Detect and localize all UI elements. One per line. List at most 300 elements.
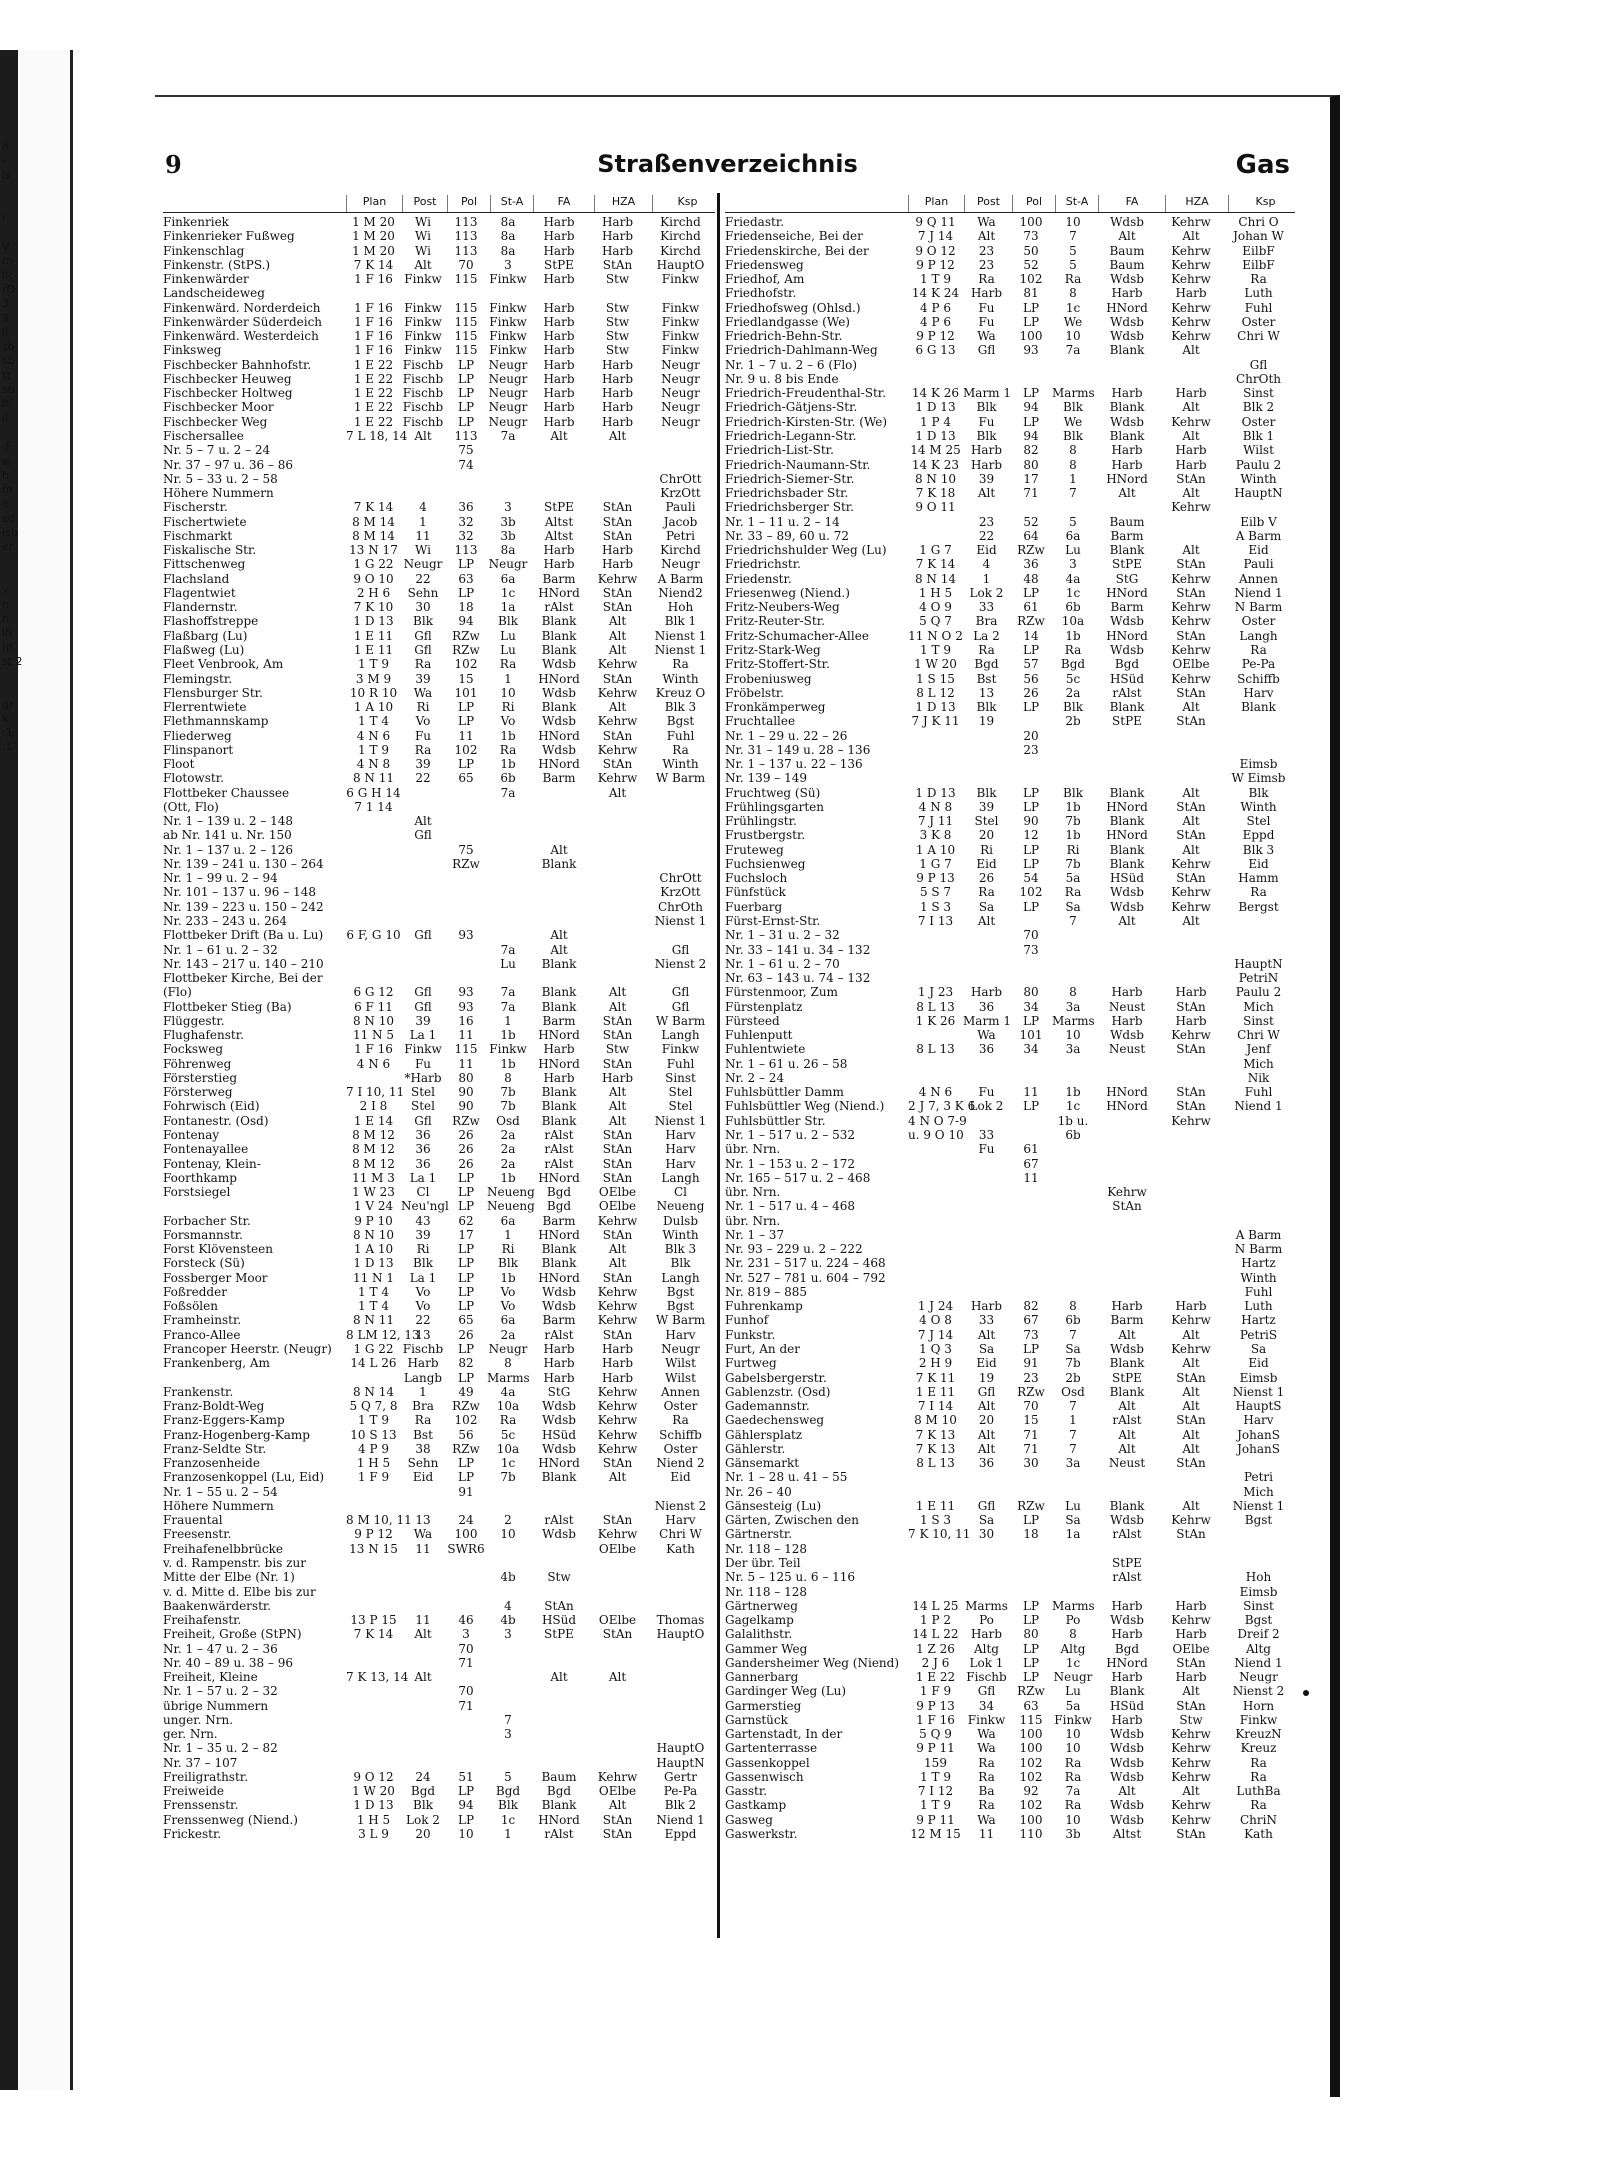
hza-cell <box>589 1642 646 1656</box>
street-row <box>163 586 715 600</box>
pol-cell: LP <box>1022 785 1040 800</box>
post-cell: 43 <box>415 1213 431 1228</box>
fa-cell <box>529 1713 589 1727</box>
sta-cell: 7a <box>500 999 516 1014</box>
sta-cell <box>1052 500 1094 514</box>
post-cell <box>401 1499 445 1513</box>
hza-cell: OElbe <box>598 1185 637 1200</box>
plan-cell: 14 K 26 <box>911 386 960 401</box>
street-row <box>163 629 715 643</box>
sta-cell: Sa <box>1065 899 1081 914</box>
sta-cell: 7 <box>1069 914 1077 929</box>
pol-cell: 113 <box>454 428 478 443</box>
sta-cell <box>1052 1485 1094 1499</box>
street-row <box>163 1028 715 1042</box>
hza-cell: Alt <box>608 642 627 657</box>
street-row <box>725 1385 1295 1399</box>
post-cell: Fu <box>978 300 995 315</box>
ksp-cell: Eimsb <box>1239 757 1278 772</box>
ksp-cell: Mich <box>1243 999 1274 1014</box>
hza-cell: StAn <box>1176 1099 1206 1114</box>
street-name: Nr. 1 – 31 u. 2 – 32 <box>725 928 840 943</box>
pol-cell: 82 <box>1023 1299 1039 1314</box>
street-name: ab Nr. 141 u. Nr. 150 <box>163 828 292 843</box>
plan-cell: 4 N 6 <box>356 1056 391 1071</box>
fa-cell: Harb <box>1111 985 1143 1000</box>
plan-cell: 1 D 13 <box>353 1798 394 1813</box>
street-name: Friedrichshulder Weg (Lu) <box>725 543 887 558</box>
pol-cell: LP <box>1022 1513 1040 1528</box>
fa-cell: rAlst <box>544 1513 574 1528</box>
post-cell: Finkw <box>404 1042 442 1057</box>
plan-cell <box>346 1656 401 1670</box>
hza-cell: OElbe <box>598 1784 637 1799</box>
street-name: Höhere Nummern <box>163 486 274 501</box>
post-cell: Lok 2 <box>969 1099 1004 1114</box>
street-row <box>163 1099 715 1113</box>
street-name: Frustbergstr. <box>725 828 806 843</box>
plan-cell <box>346 1756 401 1770</box>
ksp-cell: Kreuz <box>1240 1741 1277 1756</box>
street-name: Freiweide <box>163 1784 224 1799</box>
hza-cell <box>1160 1242 1222 1256</box>
plan-cell: 7 K 14 <box>353 257 394 272</box>
header-pol: Pol <box>1012 195 1055 212</box>
sta-cell: 7a <box>500 785 516 800</box>
plan-cell: 7 I 10, 11 <box>346 1085 405 1100</box>
hza-cell: Stw <box>605 272 630 287</box>
post-cell: 34 <box>978 1698 995 1713</box>
fa-cell: Harb <box>1111 443 1143 458</box>
pol-cell: 36 <box>1023 557 1039 572</box>
street-name: Fritz-Stark-Weg <box>725 642 821 657</box>
street-name: Gaedechensweg <box>725 1413 825 1428</box>
sta-cell: 1c <box>500 1456 516 1471</box>
pol-cell: 65 <box>458 1313 474 1328</box>
street-name: Friedastr. <box>725 215 785 229</box>
fa-cell: Harb <box>543 1370 575 1385</box>
post-cell: Bst <box>413 1427 433 1442</box>
street-row <box>163 786 715 800</box>
ksp-cell: HauptS <box>1235 1399 1282 1414</box>
ksp-cell: Blk 3 <box>664 1242 697 1257</box>
ksp-cell: Cl <box>673 1185 688 1200</box>
post-cell <box>401 286 445 300</box>
sta-cell <box>487 914 529 928</box>
hza-cell: StAn <box>1176 799 1206 814</box>
plan-cell <box>346 814 401 828</box>
pol-cell: 20 <box>1023 728 1039 743</box>
hza-cell <box>1160 757 1222 771</box>
post-cell: Alt <box>977 1427 996 1442</box>
street-name: Nr. 1 – 55 u. 2 – 54 <box>163 1484 278 1499</box>
post-cell: Stel <box>411 1099 435 1114</box>
plan-cell: 1 K 26 <box>915 1013 956 1028</box>
street-name: Friedrich-Behn-Str. <box>725 329 843 344</box>
street-name: Focksweg <box>163 1042 224 1057</box>
ksp-cell: HauptN <box>1234 486 1283 501</box>
hza-cell: OElbe <box>598 1613 637 1628</box>
pol-cell: 12 <box>1023 828 1039 843</box>
plan-cell: 1 E 11 <box>353 642 394 657</box>
fa-cell: Harb <box>1111 386 1143 401</box>
plan-cell: 1 P 4 <box>920 414 951 429</box>
street-name: Freiheit, Kleine <box>163 1670 258 1685</box>
street-name: Friesenweg (Niend.) <box>725 585 850 600</box>
fa-cell <box>529 1756 589 1770</box>
fa-cell <box>1094 771 1160 785</box>
street-row <box>163 1285 715 1299</box>
sta-cell: 7 <box>1069 1441 1077 1456</box>
street-name: Freihafenelbbrücke <box>163 1541 284 1556</box>
ksp-cell: Harv <box>1243 685 1274 700</box>
ksp-cell: HauptO <box>656 1741 705 1756</box>
plan-cell <box>908 928 963 942</box>
pol-cell: 50 <box>1023 243 1039 258</box>
plan-cell: 159 <box>924 1755 947 1770</box>
street-name: Friedenstr. <box>725 571 792 586</box>
hza-cell <box>589 828 646 842</box>
fa-cell: Wdsb <box>1110 1028 1144 1043</box>
post-cell <box>963 1071 1010 1085</box>
street-name: Friedrich-Siemer-Str. <box>725 471 855 486</box>
street-name: Foßredder <box>163 1284 227 1299</box>
hza-cell: Harb <box>601 1370 634 1385</box>
post-cell: Gfl <box>414 928 432 943</box>
plan-cell: 8 M 10 <box>914 1413 957 1428</box>
hza-cell: StAn <box>602 585 633 600</box>
plan-cell <box>908 1142 963 1156</box>
post-cell: 39 <box>978 471 995 486</box>
sta-cell: 8 <box>504 1070 512 1085</box>
hza-cell <box>1160 1185 1222 1199</box>
plan-cell <box>908 515 963 529</box>
ksp-cell: Langh <box>1239 628 1278 643</box>
ksp-cell: Sa <box>1250 1341 1267 1356</box>
pol-cell: LP <box>1022 1099 1040 1114</box>
plan-cell: 3 K 8 <box>919 828 952 843</box>
post-cell: 13 <box>415 1327 431 1342</box>
hza-cell: Kehrw <box>597 1313 638 1328</box>
sta-cell: 3a <box>1065 999 1081 1014</box>
street-name: Nr. 1 – 47 u. 2 – 36 <box>163 1641 278 1656</box>
plan-cell: 1 Q 3 <box>919 1341 952 1356</box>
pol-cell: 70 <box>1023 1399 1039 1414</box>
plan-cell: 1 F 16 <box>354 343 393 358</box>
street-row <box>163 1142 715 1156</box>
post-cell: Fischb <box>402 1341 444 1356</box>
pol-cell: 46 <box>458 1613 474 1628</box>
street-name: Gärtnerweg <box>725 1598 798 1613</box>
street-row <box>163 914 715 928</box>
pol-cell: 102 <box>1019 1755 1043 1770</box>
plan-cell: 1 E 11 <box>915 1498 956 1513</box>
pol-cell <box>445 1713 487 1727</box>
fa-cell: StG <box>547 1384 571 1399</box>
post-cell: Ri <box>980 842 993 857</box>
hza-cell: Alt <box>1182 400 1200 415</box>
hza-cell: Alt <box>1182 1684 1200 1699</box>
street-row <box>163 871 715 885</box>
hza-cell <box>589 1485 646 1499</box>
street-name: Nr. 1 – 35 u. 2 – 82 <box>163 1741 278 1756</box>
fa-cell: Blank <box>541 1099 577 1114</box>
plan-cell: 9 P 11 <box>916 1812 955 1827</box>
hza-cell: Kehrw <box>597 1284 638 1299</box>
ksp-cell: Neugr <box>661 357 700 372</box>
ksp-cell: Neugr <box>661 414 700 429</box>
street-row <box>163 1385 715 1399</box>
hza-cell: StAn <box>602 1513 633 1528</box>
sta-cell <box>487 1670 529 1684</box>
street-row <box>725 1285 1295 1299</box>
street-row <box>725 885 1295 899</box>
post-cell: Wa <box>413 1527 433 1542</box>
sta-cell: Neugr <box>488 557 528 572</box>
sta-cell: 10 <box>1065 1028 1081 1043</box>
sta-cell <box>487 857 529 871</box>
street-row <box>725 1014 1295 1028</box>
hza-cell: StAn <box>1176 1413 1206 1428</box>
fa-cell: Harb <box>543 1341 575 1356</box>
pol-cell: 100 <box>1019 215 1043 229</box>
hza-cell: Kehrw <box>1171 1313 1211 1328</box>
pol-cell: 10 <box>458 1827 474 1842</box>
hza-cell <box>1160 515 1222 529</box>
street-row <box>163 1242 715 1256</box>
hza-cell: Kehrw <box>1171 1727 1211 1742</box>
ksp-cell <box>646 971 715 985</box>
street-name: Garmerstieg <box>725 1698 802 1713</box>
street-row <box>725 415 1295 429</box>
pol-cell: 71 <box>1023 1441 1039 1456</box>
sta-cell: 1b <box>1065 828 1081 843</box>
street-name: Nr. 33 – 141 u. 34 – 132 <box>725 942 871 957</box>
post-cell: 39 <box>415 671 431 686</box>
pol-cell: 110 <box>1019 1827 1043 1842</box>
post-cell: 22 <box>415 1313 431 1328</box>
fa-cell: Alt <box>550 1670 568 1685</box>
post-cell <box>963 743 1010 757</box>
street-name: Flensburger Str. <box>163 685 263 700</box>
sta-cell: 1c <box>1065 1655 1081 1670</box>
sta-cell: 7b <box>1065 814 1081 829</box>
hza-cell <box>1160 1585 1222 1599</box>
plan-cell: 1 A 10 <box>915 842 956 857</box>
post-cell: Bra <box>975 614 998 629</box>
pol-cell: 23 <box>1023 1370 1039 1385</box>
sta-cell: 2b <box>1065 714 1081 729</box>
ksp-cell <box>646 1556 715 1570</box>
street-name: Gasstr. <box>725 1784 768 1799</box>
post-cell: 22 <box>415 771 431 786</box>
plan-cell: 7 K 13, 14 <box>346 1670 409 1685</box>
street-name: Föhrenweg <box>163 1056 232 1071</box>
ksp-cell: Blk <box>670 1256 691 1271</box>
hza-cell: Alt <box>608 999 627 1014</box>
sta-cell: 1 <box>504 1227 512 1242</box>
street-row <box>725 914 1295 928</box>
hza-cell <box>1160 1271 1222 1285</box>
post-cell <box>963 1256 1010 1270</box>
sta-cell: Ra <box>499 1413 517 1428</box>
ksp-cell: Thomas <box>656 1613 705 1628</box>
plan-cell <box>908 1556 963 1570</box>
sta-cell: Lu <box>500 956 516 971</box>
street-row <box>725 258 1295 272</box>
plan-cell <box>346 943 401 957</box>
plan-cell <box>346 857 401 871</box>
fa-cell: Alt <box>1118 914 1136 929</box>
sta-cell: Finkw <box>489 343 527 358</box>
sta-cell <box>1052 757 1094 771</box>
hza-cell: Kehrw <box>1171 899 1211 914</box>
plan-cell <box>346 443 401 457</box>
post-cell <box>963 500 1010 514</box>
ksp-cell <box>646 429 715 443</box>
fa-cell: Wdsb <box>1110 329 1144 344</box>
ksp-cell: Horn <box>1242 1698 1275 1713</box>
street-name: Forsteck (Sü) <box>163 1256 245 1271</box>
sta-cell: 1b <box>500 757 516 772</box>
post-cell: La 1 <box>409 1270 437 1285</box>
plan-cell: 7 I 13 <box>917 914 954 929</box>
street-name: Nr. 26 – 40 <box>725 1484 792 1499</box>
ksp-cell: Langh <box>661 1270 700 1285</box>
sta-cell: Ra <box>1064 1798 1082 1813</box>
fa-cell <box>529 885 589 899</box>
pol-cell: 48 <box>1023 571 1039 586</box>
plan-cell: 9 O 12 <box>353 1769 394 1784</box>
street-name: Foßsölen <box>163 1299 218 1314</box>
pol-cell: 80 <box>458 1070 474 1085</box>
sta-cell: Neugr <box>1053 1670 1093 1685</box>
street-name: Gablenzstr. (Osd) <box>725 1384 831 1399</box>
street-name: Flashoffstreppe <box>163 614 259 629</box>
post-cell: Fischb <box>402 357 444 372</box>
hza-cell: Alt <box>1182 700 1200 715</box>
sta-cell <box>487 1642 529 1656</box>
pol-cell: 15 <box>1023 1413 1039 1428</box>
street-row <box>163 343 715 357</box>
hza-cell <box>589 1585 646 1599</box>
sta-cell <box>487 800 529 814</box>
street-row <box>163 1542 715 1556</box>
pol-cell: 101 <box>1019 1028 1043 1043</box>
fa-cell <box>1094 1256 1160 1270</box>
plan-cell: 9 Q 11 <box>915 215 956 229</box>
ksp-cell: Nienst 2 <box>1232 1684 1285 1699</box>
plan-cell <box>908 1228 963 1242</box>
street-row <box>163 1741 715 1755</box>
plan-cell: 1 D 13 <box>915 400 956 415</box>
street-name: Fürstenplatz <box>725 999 803 1014</box>
street-row <box>725 1684 1295 1698</box>
hza-cell: Kehrw <box>597 571 638 586</box>
pol-cell <box>1010 500 1052 514</box>
fa-cell: StPE <box>544 1627 574 1642</box>
fa-cell: Baum <box>1109 243 1145 258</box>
sta-cell: Neugr <box>488 386 528 401</box>
street-row <box>163 943 715 957</box>
header-plan: Plan <box>908 195 964 212</box>
post-cell: Gfl <box>414 1113 432 1128</box>
hza-cell <box>1160 928 1222 942</box>
ksp-cell <box>1222 714 1295 728</box>
street-name: Friedhof, Am <box>725 272 805 287</box>
post-cell: Fischb <box>402 414 444 429</box>
street-row <box>725 1042 1295 1056</box>
pol-cell: LP <box>457 1256 475 1271</box>
ksp-cell <box>646 1656 715 1670</box>
plan-cell <box>908 1470 963 1484</box>
post-cell: Alt <box>414 814 432 829</box>
street-name: Flinspanort <box>163 742 234 757</box>
post-cell: Wa <box>977 329 996 344</box>
street-name: Nr. 40 – 89 u. 38 – 96 <box>163 1655 294 1670</box>
post-cell: Lok 1 <box>969 1655 1004 1670</box>
fa-cell: Blank <box>541 642 577 657</box>
hza-cell <box>1160 943 1222 957</box>
post-cell <box>401 1741 445 1755</box>
hza-cell: Kehrw <box>597 1769 638 1784</box>
fa-cell: Blank <box>1109 814 1145 829</box>
sta-cell: 4a <box>1065 571 1081 586</box>
pol-cell: LP <box>457 1812 475 1827</box>
fa-cell <box>529 1741 589 1755</box>
post-cell <box>963 1570 1010 1584</box>
pol-cell: RZw <box>452 628 480 643</box>
street-name: Nr. 1 – 61 u. 2 – 32 <box>163 942 278 957</box>
pol-cell <box>445 786 487 800</box>
plan-cell: 7 J 11 <box>917 814 954 829</box>
plan-cell: 1 A 10 <box>353 1242 394 1257</box>
ksp-cell: Jacob <box>663 514 698 529</box>
sta-cell: We <box>1063 414 1083 429</box>
hza-cell: Kehrw <box>597 1213 638 1228</box>
street-name: Gählerstr. <box>725 1441 786 1456</box>
street-row <box>163 1798 715 1812</box>
fa-cell: HNord <box>538 757 580 772</box>
pol-cell: 90 <box>458 1099 474 1114</box>
plan-cell <box>346 1371 401 1385</box>
street-name: Flaßbarg (Lu) <box>163 628 248 643</box>
sta-cell: Marms <box>487 1370 530 1385</box>
street-name: Gählersplatz <box>725 1427 803 1442</box>
fa-cell: Wdsb <box>1110 1755 1144 1770</box>
sta-cell: Osd <box>496 1113 520 1128</box>
plan-cell: 1 A 10 <box>353 700 394 715</box>
street-row <box>163 657 715 671</box>
hza-cell: Kehrw <box>1171 614 1211 629</box>
street-name: Gandersheimer Weg (Niend) <box>725 1655 900 1670</box>
post-cell: 36 <box>978 999 995 1014</box>
hza-cell: Kehrw <box>597 742 638 757</box>
pol-cell: 113 <box>454 215 478 229</box>
ksp-cell: KrzOtt <box>660 486 701 501</box>
plan-cell: 1 E 22 <box>353 371 394 386</box>
street-row <box>163 458 715 472</box>
fa-cell: Blank <box>1109 1356 1145 1371</box>
fa-cell: HSüd <box>1109 1698 1145 1713</box>
street-row <box>163 272 715 286</box>
sta-cell: 7a <box>500 942 516 957</box>
ksp-cell <box>1222 1142 1295 1156</box>
pol-cell: 11 <box>458 728 474 743</box>
street-row <box>163 1114 715 1128</box>
street-name: Francoper Heerstr. (Neugr) <box>163 1341 332 1356</box>
pol-cell: RZw <box>452 1441 480 1456</box>
